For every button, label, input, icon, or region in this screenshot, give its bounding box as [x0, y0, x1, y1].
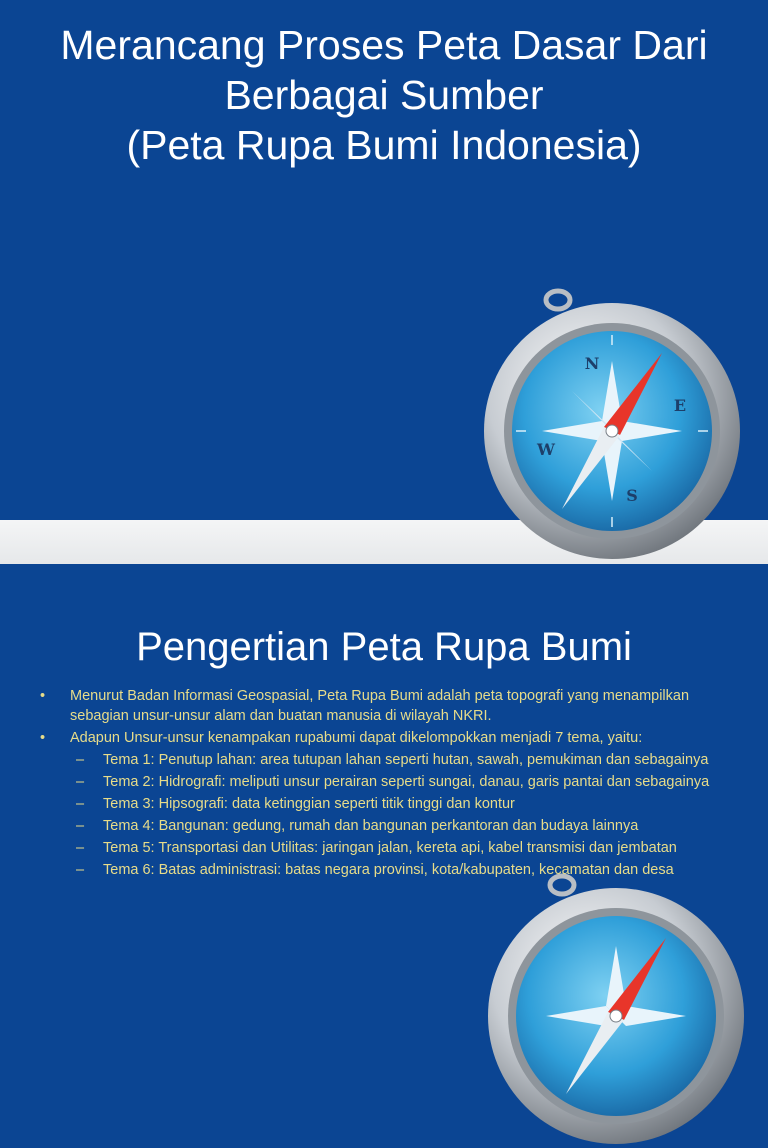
sub-item-text: Tema 6: Batas administrasi: batas negara provinsi, kota/kabupaten, kecamatan dan desa: [103, 862, 674, 878]
slide-2-title: Pengertian Peta Rupa Bumi: [136, 625, 632, 669]
sub-item: [38, 772, 718, 792]
sub-item: [38, 750, 718, 770]
slide-1-title-line-3: (Peta Rupa Bumi Indonesia): [126, 122, 642, 168]
sub-mark: –: [76, 774, 85, 790]
bullet-mark: •: [40, 730, 46, 746]
compass-s-letter: S: [626, 486, 638, 505]
sub-item: [38, 816, 718, 836]
slide-1-title-line-1: Merancang Proses Peta Dasar Dari: [60, 22, 708, 68]
bullet-text: Adapun Unsur-unsur kenampakan rupabumi dapat dikelompokkan menjadi 7 tema, yaitu:: [70, 730, 643, 746]
slide-1: [0, 0, 768, 564]
sub-mark: –: [76, 840, 85, 856]
sub-item-text: Tema 5: Transportasi dan Utilitas: jaringan jalan, kereta api, kabel transmisi dan jembatan: [103, 840, 677, 856]
sub-item: [38, 860, 718, 880]
sub-item-text: Tema 1: Penutup lahan: area tutupan lahan seperti hutan, sawah, pemukiman dan sebagainya: [103, 752, 709, 768]
compass-e-letter: E: [673, 396, 687, 415]
sub-mark: –: [76, 862, 85, 878]
sub-item-text: Tema 4: Bangunan: gedung, rumah dan bangunan perkantoran dan budaya lainnya: [103, 818, 639, 834]
sub-mark: –: [76, 752, 85, 768]
compass-n-letter: N: [584, 354, 600, 373]
slide-2: [0, 564, 768, 1024]
compass-icon: [480, 283, 744, 563]
compass-w-letter: W: [537, 440, 555, 459]
sub-item: [38, 838, 718, 858]
sub-mark: –: [76, 796, 85, 812]
slide-2-content: [38, 686, 718, 882]
bullet-mark: •: [40, 688, 46, 704]
bullet-text: Menurut Badan Informasi Geospasial, Peta Rupa Bumi adalah peta topografi yang menampilkan sebagian unsur-unsur alam dan buatan manusia di wilayah NKRI.: [70, 688, 690, 724]
compass-icon: [484, 868, 748, 1148]
slide-1-title-line-2: Berbagai Sumber: [224, 72, 544, 118]
sub-mark: –: [76, 818, 85, 834]
sub-item: [38, 794, 718, 814]
bullet-item: [38, 728, 718, 748]
bullet-item: [38, 686, 718, 726]
sub-item-text: Tema 3: Hipsografi: data ketinggian seperti titik tinggi dan kontur: [103, 796, 515, 812]
slide-1-title: [0, 20, 768, 170]
sub-item-text: Tema 2: Hidrografi: meliputi unsur perairan seperti sungai, danau, garis pantai dan sebagainya: [103, 774, 710, 790]
